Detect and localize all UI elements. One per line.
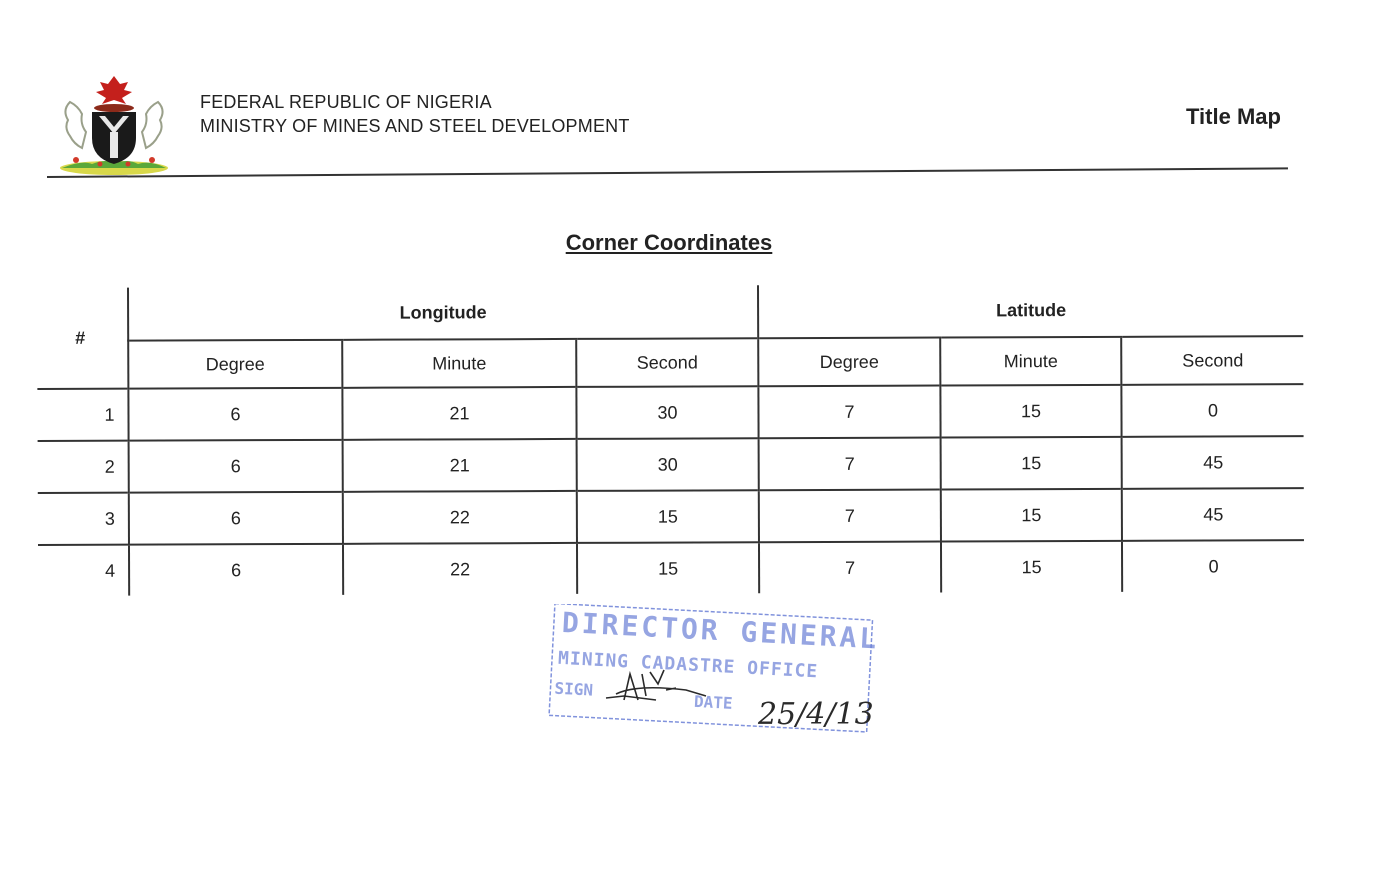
- table-row: [38, 540, 1304, 596]
- corner-coordinates-table: [37, 283, 1304, 596]
- official-stamp: [546, 604, 891, 744]
- latitude-minute-cell: 15: [941, 541, 1122, 593]
- header-divider: [47, 167, 1288, 178]
- longitude-header: Longitude: [399, 301, 487, 323]
- latitude-second-cell: 0: [1121, 384, 1303, 437]
- latitude-second-cell: 0: [1122, 540, 1304, 592]
- section-title: Corner Coordinates: [565, 230, 773, 255]
- longitude-degree-cell: 6: [129, 492, 343, 545]
- latitude-minute-header: Minute: [940, 337, 1121, 386]
- longitude-degree-cell: 6: [129, 544, 343, 596]
- document-title: Title Map: [1186, 104, 1281, 129]
- stamp-line-office-name: MINING CADASTRE OFFICE: [557, 647, 819, 683]
- issuing-organization: [200, 90, 630, 138]
- latitude-second-cell: 45: [1122, 436, 1304, 489]
- latitude-minute-cell: 15: [941, 489, 1122, 542]
- longitude-second-cell: 15: [577, 490, 759, 543]
- longitude-degree-cell: 6: [129, 440, 343, 493]
- table-header-row-group: [37, 283, 1303, 341]
- latitude-header: Latitude: [758, 283, 1303, 338]
- longitude-second-cell: 30: [576, 386, 758, 439]
- latitude-degree-cell: 7: [759, 490, 941, 543]
- handwritten-date: 25/4/13: [758, 697, 874, 732]
- longitude-minute-header: Minute: [342, 339, 576, 388]
- latitude-degree-header: Degree: [758, 338, 940, 387]
- table-row: [38, 436, 1304, 493]
- longitude-second-cell: 30: [577, 438, 759, 491]
- stamp-sign-label: SIGN: [554, 678, 594, 700]
- table-header-row-units: [37, 336, 1303, 389]
- table-row: [37, 384, 1303, 441]
- longitude-minute-cell: 21: [342, 387, 576, 440]
- org-line-ministry: MINISTRY OF MINES AND STEEL DEVELOPMENT: [200, 116, 630, 136]
- latitude-degree-cell: 7: [759, 438, 941, 491]
- row-index: 4: [38, 545, 129, 596]
- stamp-date-label: DATE: [693, 691, 733, 713]
- latitude-minute-cell: 15: [941, 437, 1122, 490]
- index-header: #: [37, 288, 128, 389]
- row-index: 3: [38, 493, 129, 545]
- latitude-minute-cell: 15: [940, 385, 1121, 438]
- stamp-line-office-title: DIRECTOR GENERAL: [561, 605, 881, 656]
- latitude-second-header: Second: [1121, 336, 1303, 385]
- longitude-minute-cell: 22: [343, 491, 577, 544]
- latitude-second-cell: 45: [1122, 488, 1304, 541]
- row-index: 1: [37, 389, 128, 441]
- coat-of-arms-icon: [52, 72, 176, 182]
- longitude-degree-cell: 6: [128, 388, 342, 441]
- longitude-minute-cell: 22: [343, 543, 577, 595]
- longitude-second-header: Second: [576, 338, 758, 387]
- table-row: [38, 488, 1304, 545]
- row-index: 2: [38, 441, 129, 493]
- org-line-country: FEDERAL REPUBLIC OF NIGERIA: [200, 92, 492, 112]
- latitude-degree-cell: 7: [759, 542, 941, 594]
- latitude-degree-cell: 7: [758, 386, 940, 439]
- longitude-minute-cell: 21: [343, 439, 577, 492]
- longitude-degree-header: Degree: [128, 340, 342, 389]
- longitude-second-cell: 15: [577, 542, 759, 594]
